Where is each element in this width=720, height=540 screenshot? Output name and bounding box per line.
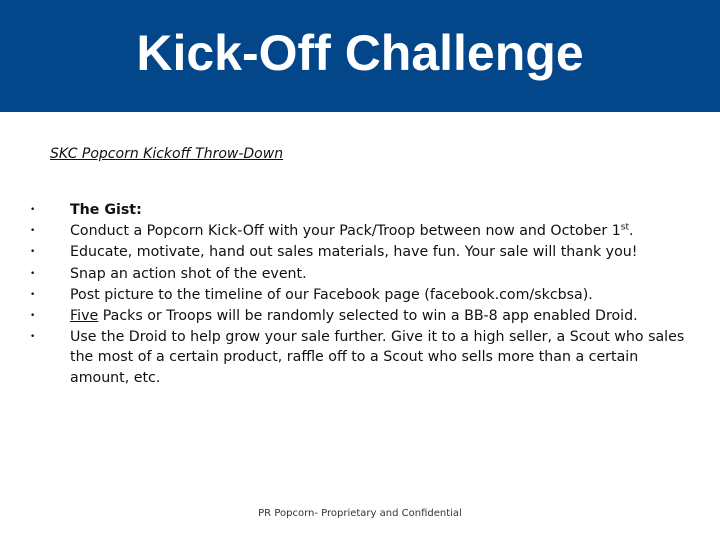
bullet-superscript: st [620,222,629,233]
bullet-icon: • [30,226,36,237]
title-bar [0,0,720,112]
list-item [30,285,690,305]
bullet-text [70,221,690,241]
bullet-suffix: . [628,223,634,240]
slide-subtitle: SKC Popcorn Kickoff Throw-Down [50,146,284,162]
bullet-text-content: Post picture to the timeline of our Facebook page (facebook.com/skcbsa). [70,286,593,303]
bullet-text-content: Snap an action shot of the event. [70,265,307,282]
bullet-text-content: Packs or Troops will be randomly selected to win a BB-8 app enabled Droid. [98,308,638,325]
bullet-text-content: Conduct a Popcorn Kick-Off with your Pack/Troop between now and October 1 [70,223,621,240]
bullet-icon: • [30,268,36,279]
list-item [30,242,690,262]
list-item [30,306,690,326]
bullet-text [70,306,690,326]
list-item [30,200,690,220]
bullet-underlined-word: Five [70,308,99,325]
list-item [30,221,690,241]
slide-title: Kick-Off Challenge [136,25,584,81]
list-item [30,264,690,284]
bullet-text-content: The Gist: [70,202,142,218]
bullet-list [30,200,690,389]
bullet-text [70,264,690,284]
bullet-text [70,285,690,305]
bullet-text [70,200,690,220]
bullet-text-content: Educate, motivate, hand out sales materials, have fun. Your sale will thank you! [70,244,638,261]
slide-footer: PR Popcorn- Proprietary and Confidential [258,508,462,519]
bullet-icon: • [30,247,36,258]
bullet-icon: • [30,205,36,215]
list-item [30,327,690,388]
bullet-icon: • [30,311,36,322]
bullet-icon: • [30,289,36,300]
bullet-text-content: Use the Droid to help grow your sale further. Give it to a high seller, a Scout who sales the most of a certain product, raffle off to a Scout who sells more than a certain amount, etc. [70,329,685,386]
bullet-icon: • [30,332,36,343]
bullet-text [70,242,690,262]
bullet-text [70,327,690,388]
